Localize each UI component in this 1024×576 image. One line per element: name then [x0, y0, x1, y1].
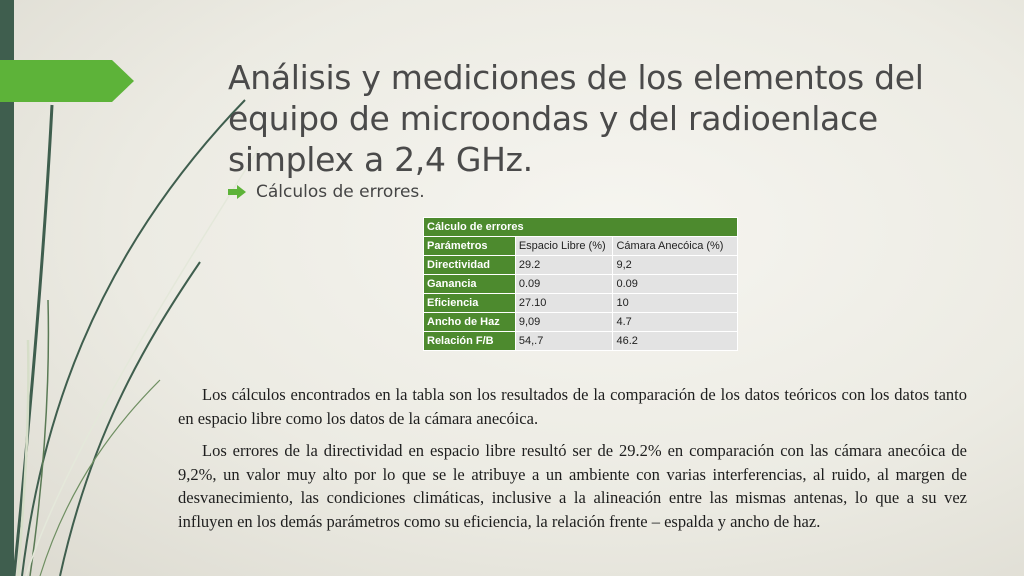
arrow-bullet-icon — [228, 185, 246, 199]
row-col2: 10 — [613, 294, 738, 313]
header-col2: Cámara Anecóica (%) — [613, 237, 738, 256]
row-col1: 9,09 — [515, 313, 613, 332]
table-caption-row — [424, 218, 738, 237]
paragraph: Los cálculos encontrados en la tabla son los resultados de la comparación de los datos teóricos con los datos tanto en espacio libre como los datos de la cámara anecóica. — [178, 385, 967, 428]
row-col2: 4.7 — [613, 313, 738, 332]
row-label: Directividad — [424, 256, 516, 275]
table-row — [424, 332, 738, 351]
row-col1: 0.09 — [515, 275, 613, 294]
row-col1: 29.2 — [515, 256, 613, 275]
header-col1: Espacio Libre (%) — [515, 237, 613, 256]
row-label: Ancho de Haz — [424, 313, 516, 332]
header-label: Parámetros — [424, 237, 516, 256]
bullet-item — [228, 182, 425, 202]
table-header-row — [424, 237, 738, 256]
row-col2: 0.09 — [613, 275, 738, 294]
row-col2: 46.2 — [613, 332, 738, 351]
table-row — [424, 256, 738, 275]
row-label: Ganancia — [424, 275, 516, 294]
table-caption: Cálculo de errores — [424, 218, 738, 237]
row-col1: 27.10 — [515, 294, 613, 313]
title-arrow-shape — [0, 60, 134, 102]
row-label: Eficiencia — [424, 294, 516, 313]
table-row — [424, 313, 738, 332]
body-text — [178, 383, 967, 542]
row-label: Relación F/B — [424, 332, 516, 351]
row-col1: 54,.7 — [515, 332, 613, 351]
bullet-text: Cálculos de errores. — [256, 182, 425, 202]
table-row — [424, 294, 738, 313]
table-row — [424, 275, 738, 294]
paragraph: Los errores de la directividad en espacio libre resultó ser de 29.2% en comparación con las cámara anecóica de 9,2%, un valor muy alto por lo que se le atribuye a un ambiente con varias interferencias, al ruido, al margen de desvanecimiento, las condiciones climáticas, inclusive a la alineación entre las mismas antenas, lo que a su vez influyen en los demás parámetros como su eficiencia, la relación frente – espalda y ancho de haz. — [178, 441, 967, 531]
row-col2: 9,2 — [613, 256, 738, 275]
slide-title: Análisis y mediciones de los elementos del equipo de microondas y del radioenlace simplex a 2,4 GHz. — [228, 58, 924, 179]
error-table — [423, 217, 738, 351]
